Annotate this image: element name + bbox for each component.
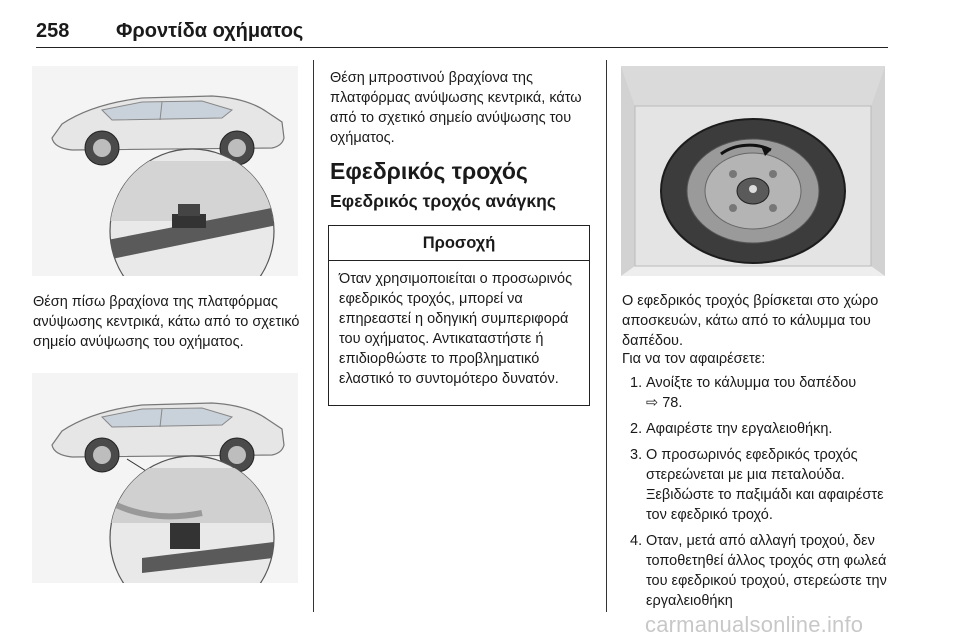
rear-lift-point-illustration (32, 66, 298, 276)
page-header (36, 8, 924, 50)
front-lift-caption: Θέση μπροστινού βραχίονα της πλατφόρμας ανύψωσης κεντρικά, κάτω από το σχετικό σημείο ανύψωσης του οχήματος. (330, 70, 582, 146)
list-item: 1. Ανοίξτε το κάλυμμα του δαπέδου ⇨ 78. (630, 375, 857, 411)
caution-box (328, 225, 590, 406)
column-divider-right (606, 60, 607, 612)
list-item: 2. Αφαιρέστε την εργαλειοθήκη. (630, 421, 833, 437)
removal-steps-list (622, 373, 894, 617)
subsection-title: Εφεδρικός τροχός ανάγκης (330, 191, 556, 211)
section-title: Εφεδρικός τροχός (330, 158, 528, 184)
caution-text: Όταν χρησιμοποιείται ο προσωρινός εφεδρικός τροχός, μπορεί να επηρεαστεί η οδηγική συμπεριφορά του οχήματος. Αντικαταστήστε ή επιδιορθώστε το προβληματικό ελαστικό το συντομότερο δυνατόν. (339, 271, 573, 387)
list-item: 3. Ο προσωρινός εφεδρικός τροχός στερεώνεται με μια πεταλούδα. Ξεβιδώστε το παξιμάδι και αφαιρέστε τον εφεδρικό τροχό. (630, 447, 884, 523)
header-divider (36, 47, 888, 48)
page-reference-icon: ⇨ (646, 395, 659, 411)
rear-lift-caption: Θέση πίσω βραχίονα της πλατφόρμας ανύψωσης κεντρικά, κάτω από το σχετικό σημείο ανύψωσης του οχήματος. (33, 294, 300, 350)
list-item: 4. Οταν, μετά από αλλαγή τροχού, δεν τοποθετηθεί άλλος τροχός στη φωλεά του εφεδρικού τροχού, στερεώστε την εργαλειοθήκη (630, 533, 887, 609)
caution-title: Προσοχή (329, 226, 589, 261)
column-divider-left (313, 60, 314, 612)
chapter-title: Φροντίδα οχήματος (116, 20, 304, 42)
watermark: carmanualsonline.info (645, 612, 864, 637)
spare-wheel-illustration (621, 66, 885, 276)
page-number: 258 (36, 20, 70, 42)
page-reference-link[interactable]: 78. (662, 395, 683, 411)
front-lift-point-illustration (32, 373, 298, 583)
removal-intro-text: Για να τον αφαιρέσετε: (622, 351, 766, 367)
spare-wheel-location-text: Ο εφεδρικός τροχός βρίσκεται στο χώρο αποσκευών, κάτω από το κάλυμμα του δαπέδου. (622, 293, 879, 349)
